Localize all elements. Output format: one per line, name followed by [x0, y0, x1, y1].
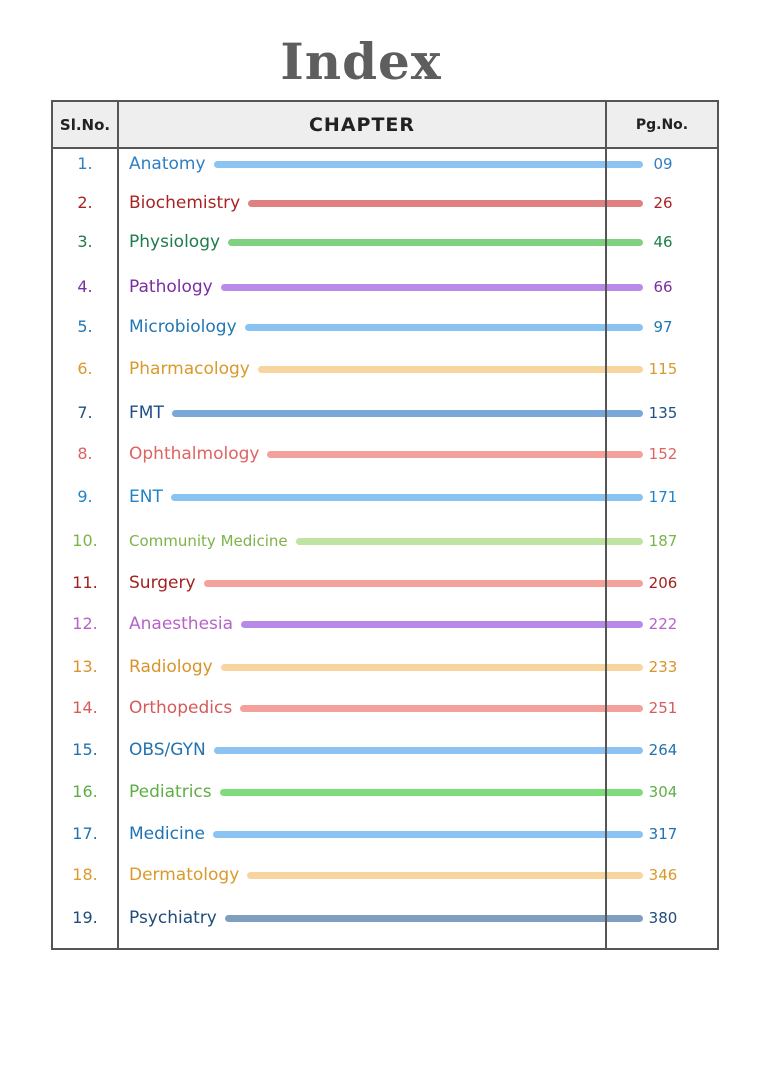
leader-bar: [247, 872, 643, 879]
serial-number: 13.: [72, 657, 98, 676]
chapter-name[interactable]: Physiology: [129, 232, 221, 252]
leader-bar: [214, 747, 643, 754]
leader-bar: [267, 451, 643, 458]
page-number: 264: [648, 741, 678, 759]
chapter-name[interactable]: Orthopedics: [129, 698, 233, 718]
leader-bar: [258, 366, 643, 373]
leader-bar: [213, 831, 643, 838]
serial-number: 9.: [77, 487, 93, 506]
page-number: 346: [648, 866, 678, 884]
chapter-name[interactable]: Biochemistry: [129, 193, 241, 213]
table-row: [53, 897, 717, 939]
table-row: [53, 729, 717, 771]
table-row: [53, 143, 717, 185]
column-divider: [117, 102, 119, 948]
serial-number: 14.: [72, 698, 98, 717]
header-sl-no: Sl.No.: [59, 116, 111, 134]
serial-number: 5.: [77, 317, 93, 336]
table-row: [53, 854, 717, 896]
leader-bar: [204, 580, 643, 587]
page-number: 115: [648, 360, 678, 378]
leader-bar: [245, 324, 643, 331]
serial-number: 11.: [72, 573, 98, 592]
chapter-name[interactable]: ENT: [129, 487, 163, 507]
chapter-name[interactable]: Medicine: [129, 824, 205, 844]
chapter-name[interactable]: Surgery: [129, 573, 196, 593]
serial-number: 6.: [77, 359, 93, 378]
page-number: 317: [648, 825, 678, 843]
table-row: [53, 433, 717, 475]
table-row: [53, 392, 717, 434]
serial-number: 16.: [72, 782, 98, 801]
leader-bar: [241, 621, 643, 628]
table-row: [53, 687, 717, 729]
page-number: 26: [653, 194, 673, 212]
table-row: [53, 646, 717, 688]
serial-number: 7.: [77, 403, 93, 422]
chapter-name[interactable]: Anatomy: [129, 154, 206, 174]
serial-number: 4.: [77, 277, 93, 296]
chapter-name[interactable]: Psychiatry: [129, 908, 217, 928]
table-row: [53, 182, 717, 224]
table-row: [53, 306, 717, 348]
table-row: [53, 348, 717, 390]
page-number: 135: [648, 404, 678, 422]
page-number: 380: [648, 909, 678, 927]
serial-number: 15.: [72, 740, 98, 759]
leader-bar: [248, 200, 643, 207]
table-row: [53, 562, 717, 604]
page-number: 304: [648, 783, 678, 801]
chapter-name[interactable]: Community Medicine: [129, 532, 288, 550]
page-title: Index: [280, 32, 442, 91]
column-divider: [605, 102, 607, 948]
page-number: 233: [648, 658, 678, 676]
leader-bar: [220, 789, 643, 796]
leader-bar: [214, 161, 643, 168]
leader-bar: [228, 239, 643, 246]
table-row: [53, 266, 717, 308]
serial-number: 1.: [77, 154, 93, 173]
table-row: [53, 813, 717, 855]
leader-bar: [172, 410, 643, 417]
serial-number: 8.: [77, 444, 93, 463]
table-row: [53, 476, 717, 518]
header-chapter: CHAPTER: [308, 114, 416, 136]
leader-bar: [240, 705, 643, 712]
chapter-name[interactable]: Dermatology: [129, 865, 240, 885]
leader-bar: [225, 915, 643, 922]
page-number: 251: [648, 699, 678, 717]
serial-number: 12.: [72, 614, 98, 633]
chapter-name[interactable]: Microbiology: [129, 317, 237, 337]
table-row: [53, 771, 717, 813]
page-number: 66: [653, 278, 673, 296]
chapter-name[interactable]: FMT: [129, 403, 164, 423]
table-header: [53, 102, 717, 149]
leader-bar: [221, 664, 643, 671]
leader-bar: [221, 284, 643, 291]
serial-number: 17.: [72, 824, 98, 843]
chapter-name[interactable]: Radiology: [129, 657, 213, 677]
page-number: 222: [648, 615, 678, 633]
page-number: 152: [648, 445, 678, 463]
table-row: [53, 221, 717, 263]
serial-number: 2.: [77, 193, 93, 212]
index-table: [51, 100, 719, 950]
chapter-name[interactable]: Pharmacology: [129, 359, 250, 379]
table-row: [53, 520, 717, 562]
chapter-name[interactable]: Pediatrics: [129, 782, 212, 802]
serial-number: 10.: [72, 531, 98, 550]
page-number: 187: [648, 532, 678, 550]
page-number: 206: [648, 574, 678, 592]
page-number: 09: [653, 155, 673, 173]
chapter-name[interactable]: Ophthalmology: [129, 444, 260, 464]
serial-number: 18.: [72, 865, 98, 884]
serial-number: 3.: [77, 232, 93, 251]
page-number: 46: [653, 233, 673, 251]
leader-bar: [171, 494, 643, 501]
page-number: 97: [653, 318, 673, 336]
page-number: 171: [648, 488, 678, 506]
chapter-name[interactable]: Pathology: [129, 277, 213, 297]
serial-number: 19.: [72, 908, 98, 927]
chapter-name[interactable]: OBS/GYN: [129, 740, 206, 760]
header-page-no: Pg.No.: [635, 117, 689, 133]
leader-bar: [296, 538, 643, 545]
table-row: [53, 603, 717, 645]
chapter-name[interactable]: Anaesthesia: [129, 614, 234, 634]
